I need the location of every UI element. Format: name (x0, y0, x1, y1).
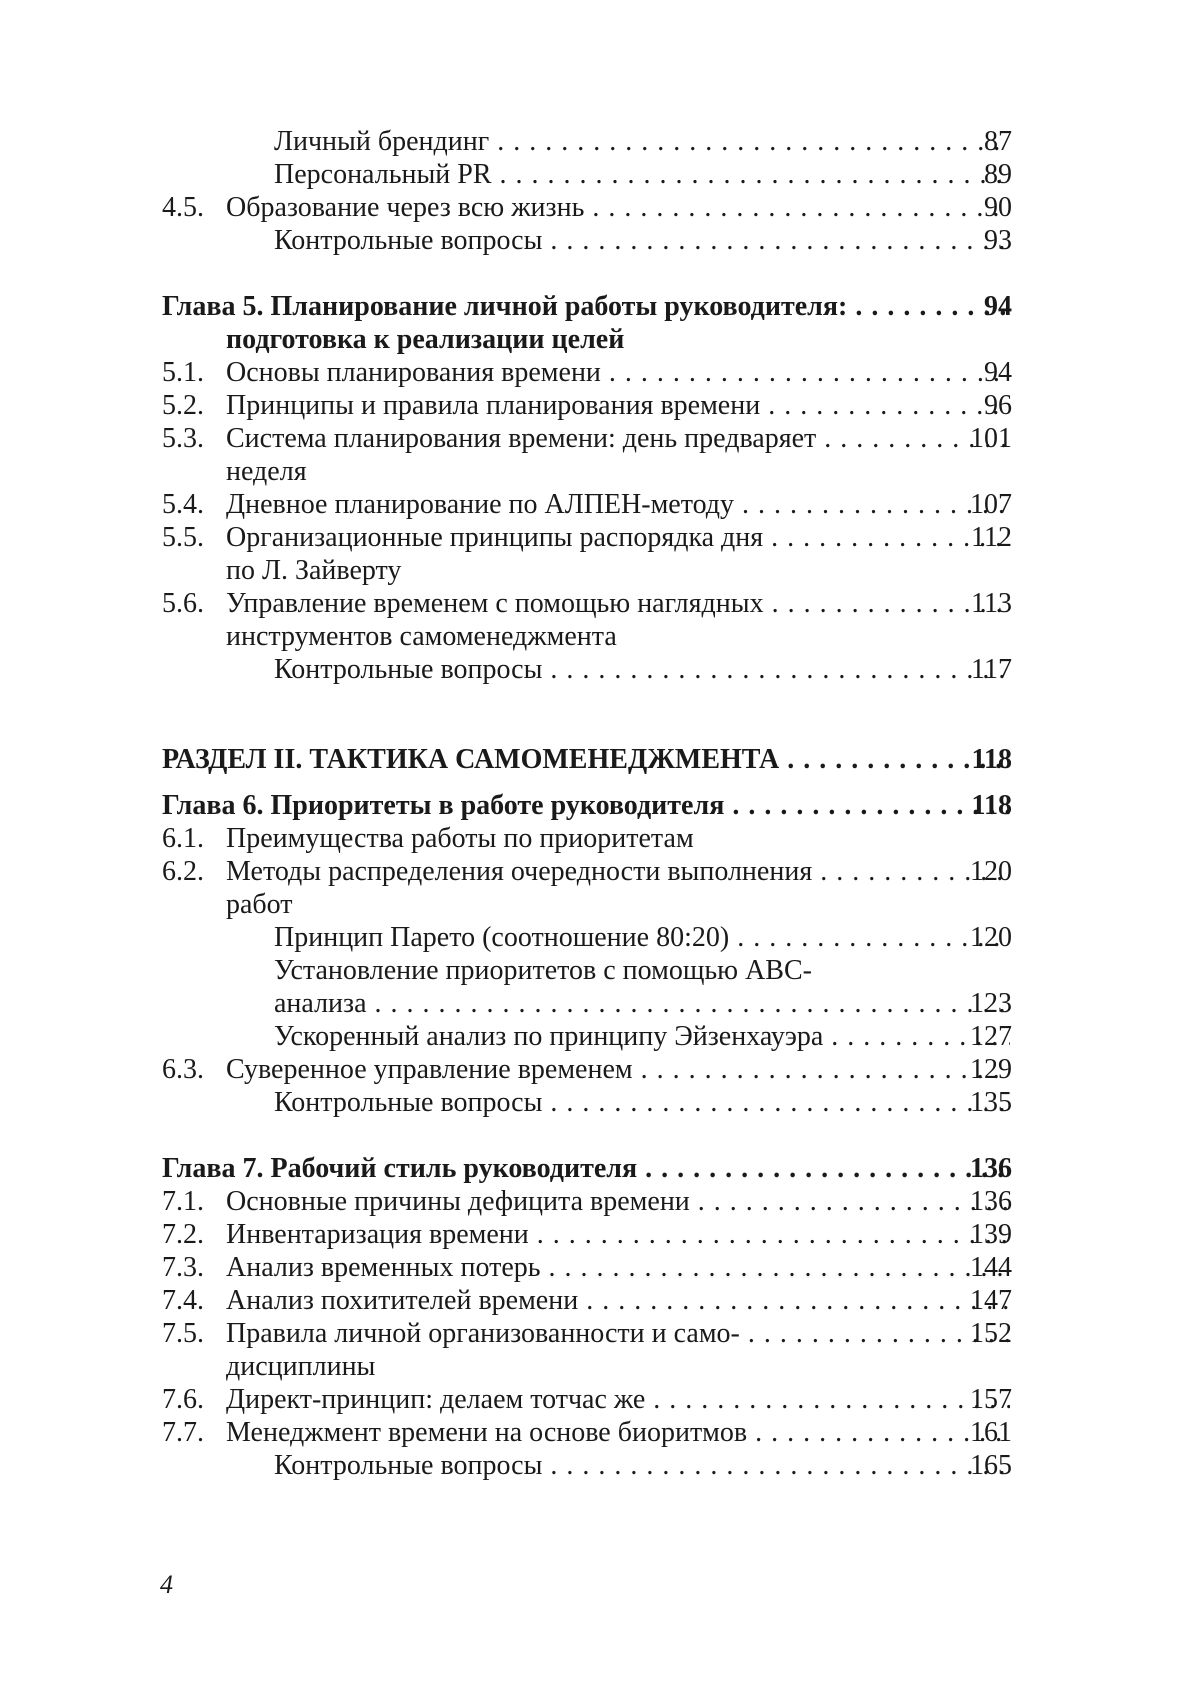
toc-entry-page: 117 (971, 654, 1012, 685)
toc-entry-number: 5.5. (162, 522, 204, 553)
toc-entry-page: 93 (984, 225, 1012, 256)
toc-entry-title-text: Глава 6. Приоритеты в работе руководителя . . . (162, 789, 1010, 823)
toc-entry-title (274, 921, 1010, 955)
toc-entry (0, 1152, 1181, 1186)
toc-entry-title-text: Основы планирования времени . . . (226, 356, 1010, 390)
toc-entry-number: 5.2. (162, 390, 204, 421)
toc-entry (0, 455, 1181, 489)
toc-entry-number: 7.3. (162, 1252, 204, 1283)
toc-entry-number: 5.4. (162, 489, 204, 520)
toc-entry (0, 158, 1181, 192)
toc-entry-page: 136 (970, 1186, 1012, 1217)
toc-entry-page: 113 (971, 588, 1012, 619)
toc-entry-number: 5.1. (162, 357, 204, 388)
toc-entry-title-text: подготовка к реализации целей (226, 324, 625, 355)
toc-entry-title (162, 743, 1010, 777)
toc-entry-page: 118 (971, 790, 1012, 821)
toc-entry (0, 1317, 1181, 1351)
toc-entry-page: 144 (970, 1252, 1012, 1283)
toc-entry-title (162, 1152, 1010, 1186)
toc-entry-title (162, 290, 1010, 324)
toc-entry-page: 90 (984, 192, 1012, 223)
toc-entry-title (226, 389, 1010, 423)
toc-entry-title-text: Глава 5. Планирование личной работы руководителя: . . . (162, 290, 1010, 324)
toc-entry-title-text: Анализ похитителей времени . . . (226, 1284, 1010, 1318)
toc-entry (0, 554, 1181, 588)
toc-entry-title (226, 455, 1010, 489)
toc-entry (0, 1086, 1181, 1120)
toc-entry (0, 954, 1181, 988)
toc-entry-title-text: Суверенное управление временем . . . (226, 1053, 1010, 1087)
toc-entry-title-text: Директ-принцип: делаем тотчас же . . . (226, 1383, 1010, 1417)
toc-entry-title (274, 224, 1010, 258)
toc-entry-title-text: Система планирования времени: день предваряет . . . (226, 422, 1010, 456)
toc-entry-title (274, 954, 1010, 988)
toc-entry-number: 7.5. (162, 1318, 204, 1349)
toc-entry-title-text: Ускоренный анализ по принципу Эйзенхауэра . . . (274, 1020, 1010, 1054)
toc-entry-page: 135 (970, 1087, 1012, 1118)
toc-entry (0, 125, 1181, 159)
toc-entry-page: 89 (984, 159, 1012, 190)
toc-entry-title (226, 356, 1010, 390)
toc-entry-title (226, 422, 1010, 456)
toc-entry-title (274, 125, 1010, 159)
toc-entry (0, 290, 1181, 324)
toc-entry-title (226, 888, 1010, 922)
toc-entry-title-text: Глава 7. Рабочий стиль руководителя . . . (162, 1152, 1010, 1186)
toc-entry-title-text: Личный брендинг . . . (274, 125, 1010, 159)
toc-entry (0, 620, 1181, 654)
toc-entry-title-text: Анализ временных потерь . . . (226, 1251, 1010, 1285)
toc-entry (0, 1218, 1181, 1252)
toc-entry-title-text: Контрольные вопросы . . . (274, 1449, 1010, 1483)
toc-entry-title-text: Методы распределения очередности выполнения . . . (226, 855, 1010, 889)
toc-entry-page: 123 (970, 988, 1012, 1019)
toc-entry (0, 653, 1181, 687)
page-number: 4 (160, 1570, 173, 1599)
toc-entry-title (274, 653, 1010, 687)
toc-entry-number: 7.2. (162, 1219, 204, 1250)
toc-entry (0, 1020, 1181, 1054)
toc-entry (0, 1383, 1181, 1417)
toc-entry-title (274, 1086, 1010, 1120)
toc-entry-title-text: Организационные принципы распорядка дня . . . (226, 521, 1010, 555)
toc-entry-title-text: Инвентаризация времени . . . (226, 1218, 1010, 1252)
toc-entry-title (162, 789, 1010, 823)
toc-entry-number: 4.5. (162, 192, 204, 223)
toc-entry (0, 888, 1181, 922)
toc-entry-page: 96 (984, 390, 1012, 421)
toc-entry-title-text: Установление приоритетов с помощью АВС- (274, 955, 812, 986)
toc-entry (0, 587, 1181, 621)
toc-entry (0, 921, 1181, 955)
toc-entry-title (226, 1284, 1010, 1318)
toc-entry-title (226, 191, 1010, 225)
toc-entry-title-text: Правила личной организованности и само- . . . (226, 1317, 1010, 1351)
toc-entry-title-text: по Л. Зайверту (226, 555, 402, 586)
toc-entry-title-text: Дневное планирование по АЛПЕН-методу . . . (226, 488, 1010, 522)
toc-entry (0, 323, 1181, 357)
toc-entry-title-text: работ (226, 889, 293, 920)
toc-entry-title-text: инструментов самоменеджмента (226, 621, 617, 652)
toc-entry-page: 136 (970, 1153, 1012, 1184)
toc-entry-number: 7.4. (162, 1285, 204, 1316)
toc-entry-title (226, 855, 1010, 889)
toc-entry-title (226, 1218, 1010, 1252)
toc-entry-title (226, 554, 1010, 588)
toc-entry-title-text: Образование через всю жизнь . . . (226, 191, 1010, 225)
toc-entry (0, 521, 1181, 555)
toc-entry-title (274, 1020, 1010, 1054)
toc-entry-title (226, 1350, 1010, 1384)
toc-entry-page: 94 (984, 357, 1012, 388)
toc-entry-number: 5.6. (162, 588, 204, 619)
toc-entry-number: 6.1. (162, 823, 204, 854)
toc-entry-page: 87 (984, 126, 1012, 157)
toc-entry-title-text: РАЗДЕЛ II. ТАКТИКА САМОМЕНЕДЖМЕНТА . . . (162, 743, 1010, 777)
toc-entry (0, 224, 1181, 258)
toc-entry-page: 157 (970, 1384, 1012, 1415)
toc-entry-page: 129 (970, 1054, 1012, 1085)
toc-entry (0, 356, 1181, 390)
toc-entry-title (226, 521, 1010, 555)
toc-entry-title-text: неделя (226, 456, 307, 487)
toc-entry (0, 987, 1181, 1021)
toc-entry-page: 112 (971, 522, 1012, 553)
toc-entry (0, 743, 1181, 777)
toc-entry-page: 139 (970, 1219, 1012, 1250)
toc-entry (0, 1350, 1181, 1384)
toc-entry (0, 1053, 1181, 1087)
toc-entry-number: 5.3. (162, 423, 204, 454)
toc-entry-title-text: Основные причины дефицита времени . . . (226, 1185, 1010, 1219)
toc-entry-title (226, 587, 1010, 621)
toc-entry-title (226, 1251, 1010, 1285)
toc-entry-title (226, 488, 1010, 522)
toc-entry-number: 7.6. (162, 1384, 204, 1415)
toc-entry-title (226, 1053, 1010, 1087)
toc-entry-title (226, 1317, 1010, 1351)
toc-entry (0, 855, 1181, 889)
toc-entry-title-text: Контрольные вопросы . . . (274, 653, 1010, 687)
toc-entry (0, 191, 1181, 225)
toc-entry-page: 94 (984, 291, 1012, 322)
toc-entry-title-text: Контрольные вопросы . . . (274, 1086, 1010, 1120)
toc-entry-page: 165 (970, 1450, 1012, 1481)
toc-entry-title (226, 1383, 1010, 1417)
toc-entry-title (274, 987, 1010, 1021)
toc-entry-title-text: анализа . . . (274, 987, 1010, 1021)
toc-entry (0, 789, 1181, 823)
toc-entry-page: 147 (970, 1285, 1012, 1316)
toc-entry-title (274, 1449, 1010, 1483)
toc-entry-number: 6.2. (162, 856, 204, 887)
toc-entry-title-text: Принцип Парето (соотношение 80:20) . . . (274, 921, 1010, 955)
toc-entry-page: 161 (970, 1417, 1012, 1448)
toc-entry (0, 1416, 1181, 1450)
toc-entry-title-text: Персональный PR . . . (274, 158, 1010, 192)
toc-entry (0, 822, 1181, 856)
toc-entry (0, 1251, 1181, 1285)
toc-entry-title-text: Преимущества работы по приоритетам (226, 823, 694, 854)
toc-entry (0, 1185, 1181, 1219)
toc-entry-title-text: Управление временем с помощью наглядных . . . (226, 587, 1010, 621)
toc-entry-page: 118 (971, 744, 1012, 775)
toc-entry-page: 107 (970, 489, 1012, 520)
toc-entry-page: 127 (970, 1021, 1012, 1052)
toc-entry (0, 1284, 1181, 1318)
toc-entry-title (226, 822, 1010, 856)
toc-entry-title-text: дисциплины (226, 1351, 376, 1382)
toc-entry-title (274, 158, 1010, 192)
toc-entry-number: 7.1. (162, 1186, 204, 1217)
toc-entry (0, 422, 1181, 456)
toc-entry-number: 6.3. (162, 1054, 204, 1085)
toc-entry-title (226, 620, 1010, 654)
toc-entry-title (226, 1185, 1010, 1219)
toc-entry-page: 101 (970, 423, 1012, 454)
toc-entry-title (226, 1416, 1010, 1450)
toc-entry (0, 389, 1181, 423)
toc-entry-title-text: Менеджмент времени на основе биоритмов . . . (226, 1416, 1010, 1450)
toc-entry-number: 7.7. (162, 1417, 204, 1448)
toc-entry-title (226, 323, 1010, 357)
toc-entry-page: 152 (970, 1318, 1012, 1349)
toc-entry-page: 120 (970, 922, 1012, 953)
toc-entry-title-text: Принципы и правила планирования времени . . . (226, 389, 1010, 423)
toc-entry (0, 488, 1181, 522)
toc-entry-page: 120 (970, 856, 1012, 887)
toc-entry-title-text: Контрольные вопросы . . . (274, 224, 1010, 258)
toc-entry (0, 1449, 1181, 1483)
